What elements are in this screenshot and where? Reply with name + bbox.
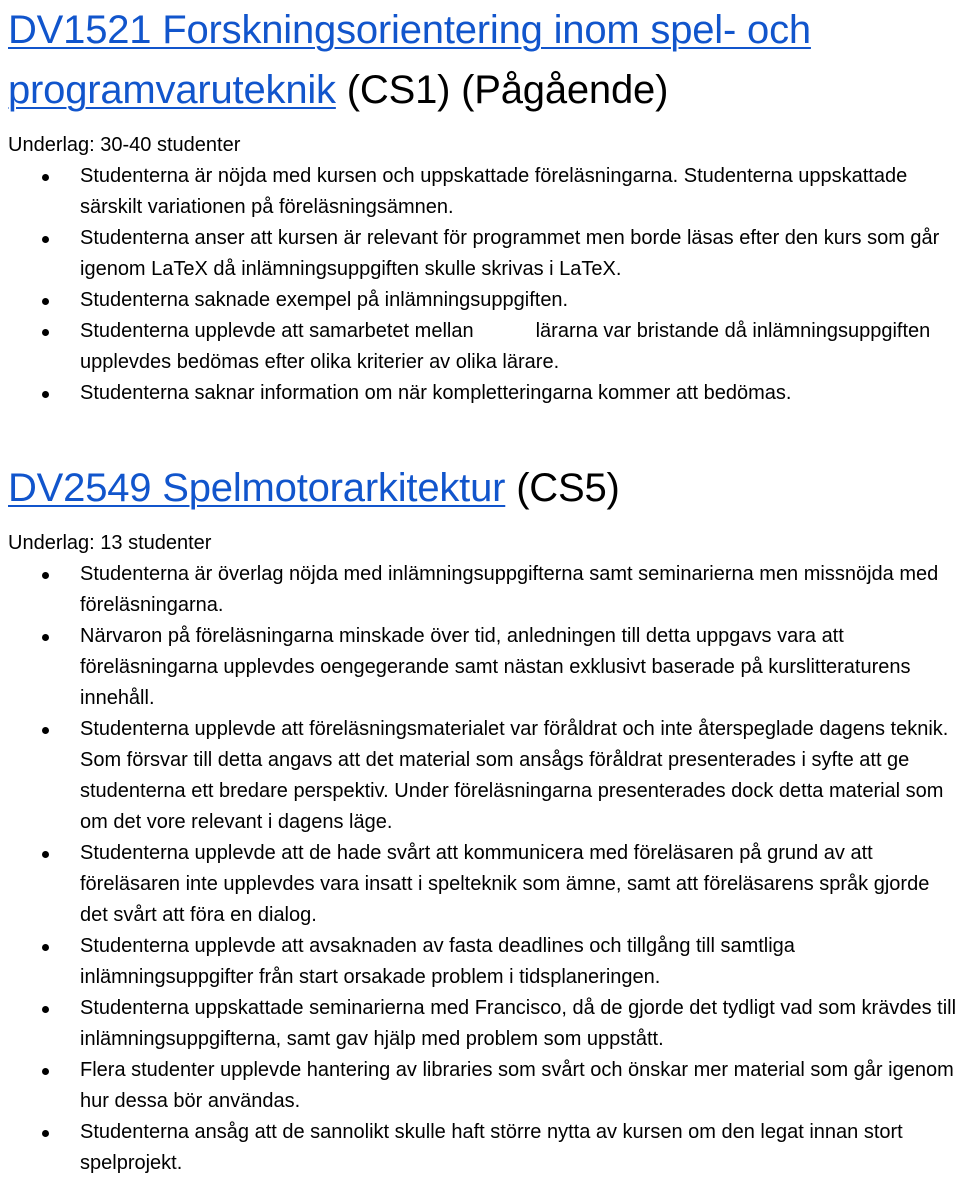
feedback-list [8, 161, 960, 409]
list-item [8, 621, 958, 714]
bullet-icon [42, 391, 49, 398]
list-item [8, 161, 958, 223]
list-item-text: Flera studenter upplevde hantering av libraries som svårt och önskar mer material som går igenom hur dessa bör användas. [80, 1059, 954, 1112]
course-title-link[interactable]: DV2549 Spelmotorarkitektur [8, 466, 506, 510]
list-item-text: Studenterna upplevde att samarbetet mellan [80, 320, 474, 342]
list-item [8, 993, 958, 1055]
list-item [8, 316, 958, 378]
course-title-link[interactable]: DV1521 Forskningsorientering inom spel- och programvaruteknik [8, 8, 811, 112]
list-item [8, 378, 958, 409]
course-heading [8, 458, 960, 518]
bullet-icon [42, 634, 49, 641]
list-item [8, 931, 958, 993]
bullet-icon [42, 329, 49, 336]
bullet-icon [42, 944, 49, 951]
list-item [8, 714, 958, 838]
list-item [8, 285, 958, 316]
bullet-icon [42, 727, 49, 734]
feedback-list [8, 559, 960, 1179]
bullet-icon [42, 1006, 49, 1013]
bullet-icon [42, 1068, 49, 1075]
list-item-text: Studenterna ansåg att de sannolikt skulle haft större nytta av kursen om den legat innan stort spelprojekt. [80, 1121, 903, 1174]
course-status: (CS1) (Pågående) [346, 68, 669, 112]
list-item [8, 1055, 958, 1117]
student-count: Underlag: 30-40 studenter [8, 134, 241, 156]
list-item-text: lärarna var bristande då inlämningsuppgiften upplevdes bedömas efter olika kriterier av olika lärare. [80, 320, 931, 373]
list-item-text: Studenterna är överlag nöjda med inlämningsuppgifterna samt seminarierna men missnöjda med föreläsningarna. [80, 563, 939, 616]
list-item-text: Studenterna upplevde att de hade svårt att kommunicera med föreläsaren på grund av att föreläsaren inte upplevdes vara insatt i spelteknik som ämne, samt att föreläsarens språk gjorde det svårt att föra en dialog. [80, 842, 930, 926]
bullet-icon [42, 236, 49, 243]
bullet-icon [42, 174, 49, 181]
student-count: Underlag: 13 studenter [8, 532, 212, 554]
bullet-icon [42, 1130, 49, 1137]
list-item-text: Studenterna upplevde att föreläsningsmaterialet var föråldrat och inte återspeglade dagens teknik. Som försvar till detta angavs att det material som ansågs föråldrat presenterades i syfte att ge studenterna ett bredare perspektiv. Under föreläsningarna presenterades dock detta material som om det vore relevant i dagens läge. [80, 718, 949, 833]
course-section-dv2549 [8, 458, 960, 1179]
list-item [8, 1117, 958, 1179]
list-item-text: Studenterna saknar information om när kompletteringarna kommer att bedömas. [80, 382, 792, 404]
list-item [8, 559, 958, 621]
bullet-icon [42, 851, 49, 858]
list-item-text: Studenterna uppskattade seminarierna med Francisco, då de gjorde det tydligt vad som krävdes till inlämningsuppgifterna, samt gav hjälp med problem som uppstått. [80, 997, 957, 1050]
list-item-text: Studenterna saknade exempel på inlämningsuppgiften. [80, 289, 569, 311]
bullet-icon [42, 572, 49, 579]
list-item [8, 223, 958, 285]
course-section-dv1521 [8, 0, 960, 409]
course-heading [8, 0, 960, 120]
course-code: (CS5) [516, 466, 620, 510]
list-item-text: Studenterna anser att kursen är relevant för programmet men borde läsas efter den kurs som går igenom LaTeX då inlämningsuppgiften skulle skrivas i LaTeX. [80, 227, 940, 280]
list-item [8, 838, 958, 931]
list-item-text: Studenterna är nöjda med kursen och uppskattade föreläsningarna. Studenterna uppskattade särskilt variationen på föreläsningsämnen. [80, 165, 908, 218]
bullet-icon [42, 298, 49, 305]
list-item-text: Närvaron på föreläsningarna minskade över tid, anledningen till detta uppgavs vara att föreläsningarna upplevdes oengegerande samt nästan exklusivt baserade på kurslitteraturens innehåll. [80, 625, 911, 709]
list-item-text: Studenterna upplevde att avsaknaden av fasta deadlines och tillgång till samtliga inlämningsuppgifter från start orsakade problem i tidsplaneringen. [80, 935, 795, 988]
